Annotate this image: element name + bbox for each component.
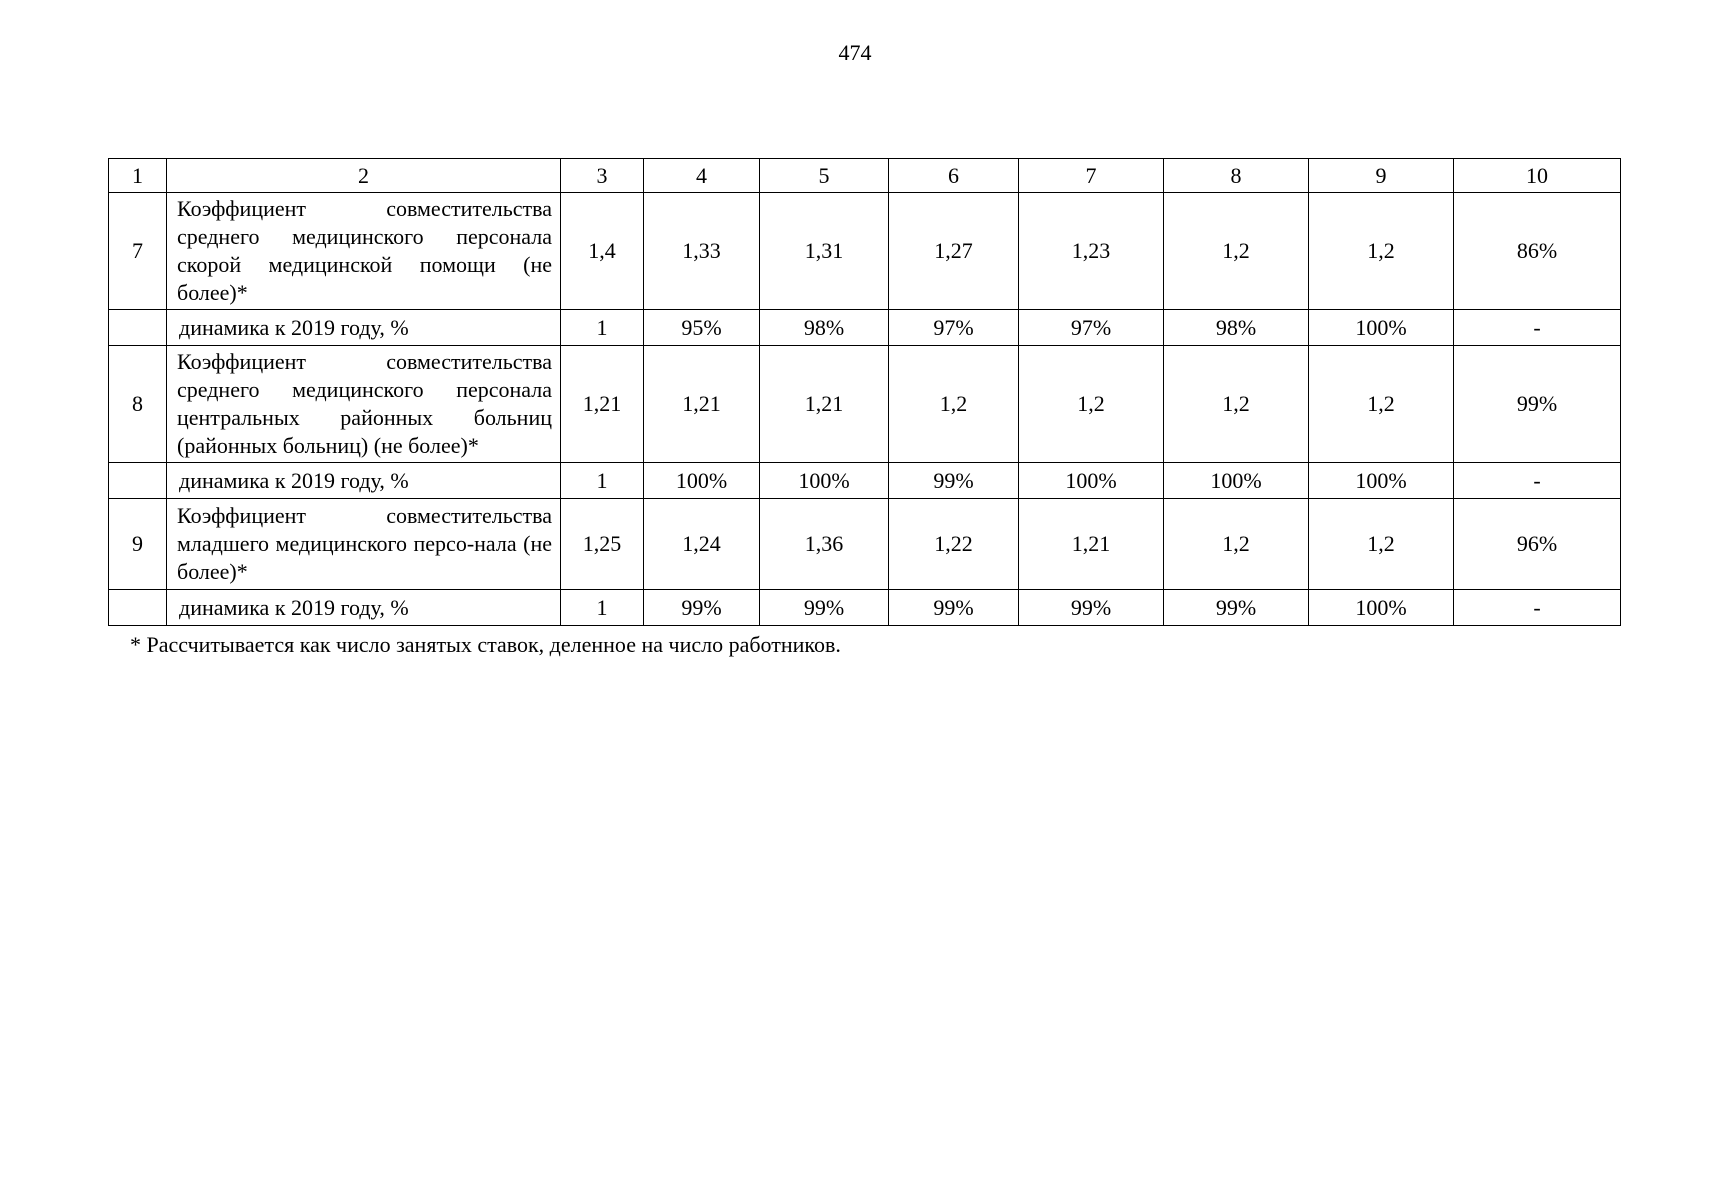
dynamics-cell: 98%	[760, 310, 889, 346]
value-cell: 1,4	[561, 193, 644, 310]
value-cell: 1,27	[889, 193, 1019, 310]
dynamics-cell: 99%	[1019, 590, 1164, 626]
header-cell: 2	[167, 159, 561, 193]
header-cell: 1	[109, 159, 167, 193]
dynamics-label: динамика к 2019 году, %	[167, 590, 561, 626]
table-row	[109, 499, 1621, 590]
value-cell: 1,23	[1019, 193, 1164, 310]
dynamics-cell: 100%	[1309, 310, 1454, 346]
dynamics-label: динамика к 2019 году, %	[167, 463, 561, 499]
value-cell: 1,2	[1164, 346, 1309, 463]
row-number: 7	[109, 193, 167, 310]
dynamics-cell: 100%	[1309, 590, 1454, 626]
footnote: * Рассчитывается как число занятых ставок, деленное на число работников.	[130, 632, 841, 657]
value-cell: 1,21	[561, 346, 644, 463]
header-cell: 5	[760, 159, 889, 193]
dynamics-label: динамика к 2019 году, %	[167, 310, 561, 346]
value-cell: 96%	[1454, 499, 1621, 590]
dynamics-cell: 1	[561, 590, 644, 626]
empty-cell	[109, 310, 167, 346]
value-cell: 1,22	[889, 499, 1019, 590]
indicators-table	[108, 158, 1621, 626]
dynamics-cell: 1	[561, 463, 644, 499]
indicator-name: Коэффициент совместительства младшего медицинского персо-нала (не более)*	[167, 499, 561, 590]
dynamics-cell: 100%	[1164, 463, 1309, 499]
row-number: 9	[109, 499, 167, 590]
indicator-name: Коэффициент совместительства среднего медицинского персонала скорой медицинской помощи (не более)*	[167, 193, 561, 310]
dynamics-cell: 95%	[644, 310, 760, 346]
dynamics-cell: 99%	[889, 463, 1019, 499]
value-cell: 1,2	[1309, 346, 1454, 463]
value-cell: 1,24	[644, 499, 760, 590]
value-cell: 1,31	[760, 193, 889, 310]
header-cell: 7	[1019, 159, 1164, 193]
header-cell: 10	[1454, 159, 1621, 193]
dynamics-cell: 100%	[644, 463, 760, 499]
value-cell: 1,2	[1309, 193, 1454, 310]
dynamics-cell: -	[1454, 590, 1621, 626]
value-cell: 1,2	[889, 346, 1019, 463]
dynamics-cell: 97%	[889, 310, 1019, 346]
dynamics-row	[109, 590, 1621, 626]
empty-cell	[109, 590, 167, 626]
value-cell: 1,2	[1164, 193, 1309, 310]
dynamics-cell: 99%	[760, 590, 889, 626]
empty-cell	[109, 463, 167, 499]
value-cell: 1,21	[1019, 499, 1164, 590]
value-cell: 1,2	[1164, 499, 1309, 590]
header-cell: 6	[889, 159, 1019, 193]
page-number: 474	[838, 40, 872, 65]
dynamics-cell: 1	[561, 310, 644, 346]
table-row	[109, 193, 1621, 310]
dynamics-cell: 98%	[1164, 310, 1309, 346]
table-row	[109, 346, 1621, 463]
value-cell: 1,21	[760, 346, 889, 463]
header-cell: 9	[1309, 159, 1454, 193]
indicators-table-wrap	[108, 158, 1620, 626]
value-cell: 1,2	[1019, 346, 1164, 463]
dynamics-cell: 99%	[1164, 590, 1309, 626]
header-cell: 8	[1164, 159, 1309, 193]
table-header-row	[109, 159, 1621, 193]
indicator-name: Коэффициент совместительства среднего медицинского персонала центральных районных больниц (районных больниц) (не более)*	[167, 346, 561, 463]
header-cell: 4	[644, 159, 760, 193]
value-cell: 1,2	[1309, 499, 1454, 590]
dynamics-row	[109, 310, 1621, 346]
dynamics-cell: 99%	[644, 590, 760, 626]
value-cell: 1,25	[561, 499, 644, 590]
value-cell: 99%	[1454, 346, 1621, 463]
dynamics-cell: -	[1454, 310, 1621, 346]
dynamics-cell: 100%	[760, 463, 889, 499]
value-cell: 1,33	[644, 193, 760, 310]
value-cell: 1,36	[760, 499, 889, 590]
value-cell: 1,21	[644, 346, 760, 463]
dynamics-row	[109, 463, 1621, 499]
value-cell: 86%	[1454, 193, 1621, 310]
dynamics-cell: 97%	[1019, 310, 1164, 346]
dynamics-cell: -	[1454, 463, 1621, 499]
dynamics-cell: 100%	[1019, 463, 1164, 499]
dynamics-cell: 99%	[889, 590, 1019, 626]
row-number: 8	[109, 346, 167, 463]
dynamics-cell: 100%	[1309, 463, 1454, 499]
header-cell: 3	[561, 159, 644, 193]
